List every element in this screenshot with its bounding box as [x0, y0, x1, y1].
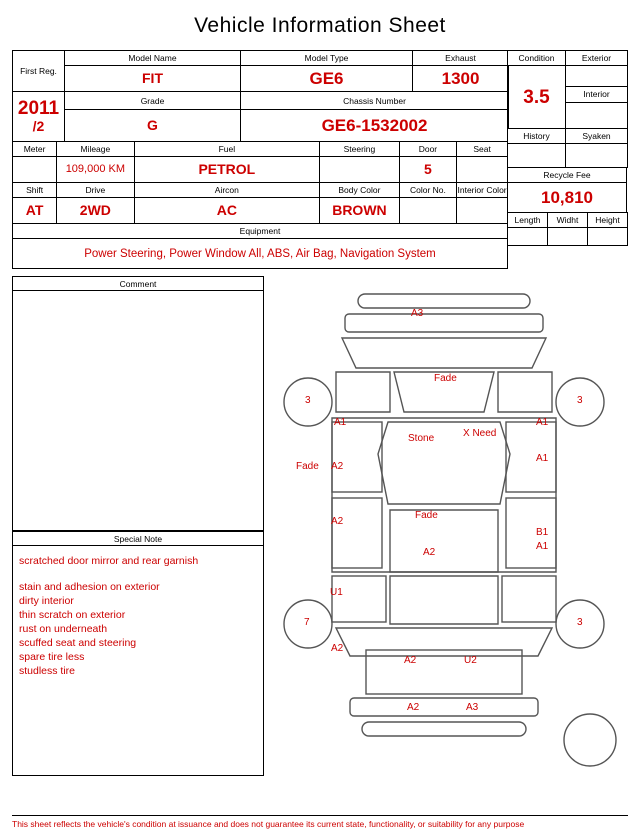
color-no-label: Color No. — [399, 183, 456, 198]
spec-table-main — [12, 50, 509, 142]
damage-mark-a1-left-front: A1 — [334, 417, 347, 428]
damage-mark-wheel-fl: 3 — [305, 395, 311, 406]
width-value — [548, 228, 588, 246]
vehicle-damage-diagram — [270, 272, 630, 772]
damage-mark-a2-rear-left: A2 — [404, 655, 417, 666]
shift-label: Shift — [13, 183, 57, 198]
length-label: Length — [508, 213, 548, 228]
special-note-label: Special Note — [13, 532, 263, 546]
seat-label: Seat — [457, 142, 508, 157]
table-row — [13, 142, 508, 157]
condition-value: 3.5 — [508, 66, 566, 129]
syaken-value — [566, 144, 628, 168]
table-row — [13, 239, 508, 269]
comment-box — [12, 276, 264, 531]
recycle-fee-table — [507, 167, 627, 213]
exhaust-value: 1300 — [413, 66, 509, 92]
damage-mark-b1-right-rear: B1 — [536, 527, 549, 538]
first-reg-value — [13, 92, 65, 142]
exterior-label: Exterior — [566, 51, 628, 66]
special-note-line-4: rust on underneath — [19, 623, 108, 635]
damage-mark-a2-bumper: A2 — [407, 702, 420, 713]
mileage-label: Mileage — [57, 142, 134, 157]
interior-color-value — [457, 198, 508, 224]
damage-mark-a2-left-rear: A2 — [331, 516, 344, 527]
table-row — [13, 66, 509, 92]
damage-mark-wheel-rr: 3 — [577, 617, 583, 628]
recycle-fee-label: Recycle Fee — [508, 168, 627, 183]
seat-value — [457, 157, 508, 183]
table-row — [508, 144, 628, 168]
table-row — [13, 157, 508, 183]
exterior-value — [566, 66, 628, 87]
first-reg-month: /2 — [32, 118, 45, 135]
grade-value: G — [65, 110, 241, 142]
damage-mark-wheel-rl: 7 — [304, 617, 310, 628]
spec-table-equipment — [12, 223, 508, 269]
damage-mark-a3-bumper: A3 — [466, 702, 479, 713]
body-color-label: Body Color — [320, 183, 400, 198]
damage-mark-u1-left: U1 — [330, 587, 343, 598]
drive-label: Drive — [57, 183, 134, 198]
meter-label: Meter — [13, 142, 57, 157]
damage-mark-u2-rear: U2 — [464, 655, 477, 666]
table-row — [13, 224, 508, 239]
history-table — [507, 128, 628, 168]
steering-label: Steering — [320, 142, 400, 157]
equipment-label: Equipment — [13, 224, 508, 239]
dimensions-table — [507, 212, 628, 246]
aircon-label: Aircon — [134, 183, 320, 198]
damage-mark-a1-right-rear: A1 — [536, 541, 549, 552]
damage-mark-a2-left-quarter: A2 — [331, 643, 344, 654]
interior-color-label: Interior Color — [457, 183, 508, 198]
condition-table — [507, 50, 628, 129]
color-no-value — [399, 198, 456, 224]
model-type-label: Model Type — [241, 51, 413, 66]
damage-mark-fade-roof: Fade — [415, 510, 438, 521]
recycle-fee-value: 10,810 — [508, 183, 627, 213]
steering-value — [320, 157, 400, 183]
body-color-value: BROWN — [320, 198, 400, 224]
height-label: Height — [588, 213, 628, 228]
table-row — [13, 198, 508, 224]
grade-label: Grade — [65, 92, 241, 110]
comment-label: Comment — [13, 277, 263, 291]
special-note-box — [12, 531, 264, 776]
aircon-value: AC — [134, 198, 320, 224]
damage-mark-a1-right-front: A1 — [536, 417, 549, 428]
spec-table-left — [12, 50, 508, 269]
damage-mark-stone: Stone — [408, 433, 435, 444]
damage-mark-a1-right-mid: A1 — [536, 453, 549, 464]
equipment-value: Power Steering, Power Window All, ABS, Air Bag, Navigation System — [13, 239, 508, 269]
first-reg-year: 2011 — [17, 98, 60, 120]
special-note-line-1: stain and adhesion on exterior — [19, 581, 160, 593]
table-row — [13, 183, 508, 198]
damage-mark-fade-hood: Fade — [434, 373, 457, 384]
fuel-value: PETROL — [134, 157, 320, 183]
lower-section — [12, 276, 628, 776]
interior-label: Interior — [566, 87, 628, 103]
car-outline-svg — [270, 272, 630, 772]
width-label: Widht — [548, 213, 588, 228]
chassis-label: Chassis Number — [241, 92, 509, 110]
table-row — [508, 183, 627, 213]
footer-disclaimer: This sheet reflects the vehicle's condition at issuance and does not guarantee its current state, functionality, or suitability for any purpose — [12, 815, 628, 829]
damage-mark-a2-center: A2 — [423, 547, 436, 558]
damage-mark-a3-front: A3 — [411, 308, 424, 319]
table-row — [13, 51, 509, 66]
model-name-value: FIT — [65, 66, 241, 92]
spec-table-meter — [12, 141, 508, 224]
damage-mark-wheel-fr: 3 — [577, 395, 583, 406]
special-note-line-6: spare tire less — [19, 651, 85, 663]
damage-mark-x-need: X Need — [463, 428, 497, 439]
damage-mark-a2-left-front: A2 — [331, 461, 344, 472]
comment-text — [13, 291, 263, 299]
history-value — [508, 144, 566, 168]
damage-mark-fade-left: Fade — [296, 461, 319, 472]
special-note-line-0: scratched door mirror and rear garnish — [19, 555, 199, 567]
table-row — [13, 110, 509, 142]
table-row — [508, 213, 628, 228]
drive-value: 2WD — [57, 198, 134, 224]
table-row — [508, 51, 628, 66]
special-note-line-5: scuffed seat and steering — [19, 637, 137, 649]
meter-value — [13, 157, 57, 183]
table-row — [13, 92, 509, 110]
first-reg-label: First Reg. — [13, 51, 65, 92]
syaken-label: Syaken — [566, 129, 628, 144]
fuel-label: Fuel — [134, 142, 320, 157]
table-row — [508, 228, 628, 246]
model-type-value: GE6 — [241, 66, 413, 92]
door-label: Door — [399, 142, 456, 157]
spec-table-right — [507, 50, 627, 269]
door-value: 5 — [399, 157, 456, 183]
shift-value: AT — [13, 198, 57, 224]
special-note-line-2: dirty interior — [19, 595, 74, 607]
interior-value — [566, 102, 628, 128]
spec-tables — [12, 50, 628, 269]
table-row — [508, 129, 628, 144]
history-label: History — [508, 129, 566, 144]
mileage-value: 109,000 KM — [57, 157, 134, 183]
exhaust-label: Exhaust — [413, 51, 509, 66]
length-value — [508, 228, 548, 246]
height-value — [588, 228, 628, 246]
chassis-value: GE6-1532002 — [241, 110, 509, 142]
condition-label: Condition — [508, 51, 566, 66]
special-note-line-7: studless tire — [19, 665, 76, 677]
table-row — [508, 168, 627, 183]
model-name-label: Model Name — [65, 51, 241, 66]
special-note-line-3: thin scratch on exterior — [19, 609, 126, 621]
table-row — [508, 66, 628, 87]
special-note-text — [13, 546, 263, 678]
page-title: Vehicle Information Sheet — [194, 14, 446, 37]
